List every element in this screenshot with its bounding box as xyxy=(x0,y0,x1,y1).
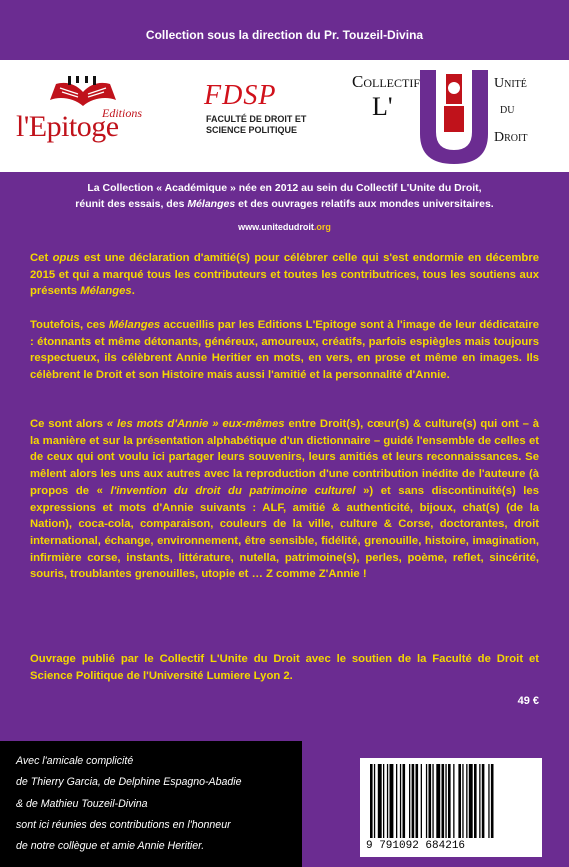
cud-collectif: Collectif xyxy=(352,72,420,91)
p3-a: Ce sont alors xyxy=(30,418,107,430)
barcode-bar xyxy=(462,764,463,838)
p1-e: . xyxy=(131,285,135,298)
barcode-bar xyxy=(453,764,454,838)
barcode-bar xyxy=(421,764,422,838)
barcode-bars-icon xyxy=(368,764,534,840)
intro-line-2-pre: réunit des essais, des xyxy=(75,198,188,210)
dedication-line-5: de notre collègue et amie Annie Heritier. xyxy=(16,840,205,853)
barcode-bar xyxy=(370,764,373,838)
barcode-bar xyxy=(400,764,401,838)
barcode-bar xyxy=(387,764,388,838)
barcode-bar xyxy=(491,764,494,838)
barcode-bar xyxy=(374,764,375,838)
barcode-bar xyxy=(482,764,485,838)
p1-d: Mélanges xyxy=(80,285,132,298)
p1-b: opus xyxy=(52,252,80,264)
fdsp-logo xyxy=(198,80,328,146)
barcode-bar xyxy=(469,764,473,838)
barcode-digits: 9 791092 684216 xyxy=(366,840,466,852)
cud-du: du xyxy=(500,102,515,117)
barcode-bar xyxy=(409,764,410,838)
intro-line-1: La Collection « Académique » née en 2012 au sein du Collectif L'Unite du Droit, xyxy=(87,182,482,194)
intro-line-2-post: et des ouvrages relatifs aux mondes universitaires. xyxy=(235,198,494,210)
barcode-bar xyxy=(378,764,382,838)
dedication-line-3: & de Mathieu Touzeil-Divina xyxy=(16,797,148,810)
barcode-bar xyxy=(466,764,467,838)
price-label: 49 € xyxy=(517,695,539,707)
paragraph-2 xyxy=(30,317,539,384)
dedication-line-1: Avec l'amicale complicité xyxy=(16,755,134,767)
p1-a: Cet xyxy=(30,252,53,264)
fdsp-subtitle xyxy=(206,114,306,136)
cud-unite: Unité xyxy=(494,76,527,91)
intro-line-2-em: Mélanges xyxy=(187,198,236,210)
cud-l: L' xyxy=(372,92,393,121)
paragraph-3 xyxy=(30,416,539,583)
epitoge-editions: Editions xyxy=(102,106,143,120)
url-tld: .org xyxy=(313,222,331,232)
barcode-bar xyxy=(396,764,397,838)
p3-d: l'invention du droit du patrimoine culturel xyxy=(110,484,356,497)
barcode-bar xyxy=(474,764,477,838)
p3-b: « les mots d'Annie » eux-mêmes xyxy=(106,418,285,430)
epitoge-wordmark: l'Epitoge xyxy=(16,110,119,143)
website-url[interactable] xyxy=(0,222,569,232)
barcode-bar xyxy=(383,764,384,838)
barcode-bar xyxy=(488,764,489,838)
collectif-unite-du-droit-logo xyxy=(350,66,555,166)
paragraph-4: Ouvrage publié par le Collectif L'Unite du Droit avec le soutien de la Faculté de Droit et Science Politique de l'Université Lumiere Lyon 2. xyxy=(30,653,539,682)
p3-c: entre Droit(s), cœur(s) & culture(s) qui ont – à la manière et sur la présentation alphabétique d'un dictionnaire – guidé l'ensemble de celles et de ceux qui ont voulu ici partager leurs souvenirs, leurs amitiés et leurs reconnaissances. Se mêlent alors les uns aux autres avec la reproduction d'une contribution inédite de l'auteure (à propos de « xyxy=(30,418,539,497)
barcode-bar xyxy=(426,764,427,838)
cud-droit: Droit xyxy=(494,130,528,145)
p1-c: est une déclaration d'amitié(s) pour célébrer celle qui s'est endormie en décembre 2015 et qui a marqué tous les contributeurs et toutes les contributrices, tous les soutiens aux présents xyxy=(30,252,539,298)
paragraph-1 xyxy=(30,250,539,300)
p2-c: accueillis par les Editions L'Epitoge sont à l'image de leur dédicataire : étonnants et même détonants, généreux, amoureux, créatifs, parfois espiègles mais toujours respectueux, ils célèbrent Annie Heritier en mots, en vers, en prose et même en images. Ils célèbrent le Droit et son Histoire mais aussi l'amitié et la personnalité d'Annie. xyxy=(30,319,539,382)
barcode-bar xyxy=(436,764,440,838)
epitoge-logo xyxy=(16,76,176,160)
barcode-bar xyxy=(458,764,461,838)
barcode-bar xyxy=(403,764,406,838)
barcode-bar xyxy=(412,764,415,838)
url-main: www.unitedudroit xyxy=(238,222,314,232)
isbn-barcode xyxy=(360,758,542,857)
p2-a: Toutefois, ces xyxy=(30,319,109,331)
barcode-bar xyxy=(429,764,432,838)
collection-title: Collection sous la direction du Pr. Touzeil-Divina xyxy=(145,28,424,42)
dedication-line-2: de Thierry Garcia, de Delphine Espagno-Abadie xyxy=(16,776,242,789)
fdsp-line-1: FACULTÉ DE DROIT ET xyxy=(206,114,307,124)
dedication-box xyxy=(0,741,302,867)
intro-text xyxy=(0,180,569,212)
intro-line-2 xyxy=(0,196,569,212)
fdsp-wordmark: FDSP xyxy=(204,80,277,111)
fdsp-line-2: SCIENCE POLITIQUE xyxy=(206,125,298,135)
barcode-bar xyxy=(432,764,433,838)
barcode-bar xyxy=(448,764,451,838)
p2-b: Mélanges xyxy=(108,319,161,331)
barcode-bar xyxy=(445,764,446,838)
dedication-line-4: sont ici réunies des contributions en l'honneur xyxy=(16,818,231,831)
dedication-text xyxy=(16,751,298,857)
logo-band xyxy=(0,60,569,172)
barcode-bar xyxy=(479,764,480,838)
barcode-bar xyxy=(390,764,394,838)
barcode-bar xyxy=(416,764,419,838)
barcode-bar xyxy=(442,764,445,838)
p3-e: ») et sans discontinuité(s) les expressions et mots d'Annie suivants : ALF, amitié & authenticité, bijoux, chat(s) (de la Nation), coca-cola, comparaison, couleurs de la ville, culture & Corse, doctorantes, droit international, échange, environnement, être sensible, fidélité, grenouille, histoire, imagination, infirmière corse, instants, littérature, nutella, patrimoine(s), perles, poème, reflet, sincérité, souris, troublantes grenouilles, utopie et … Z comme Z'Annie ! xyxy=(30,484,539,581)
